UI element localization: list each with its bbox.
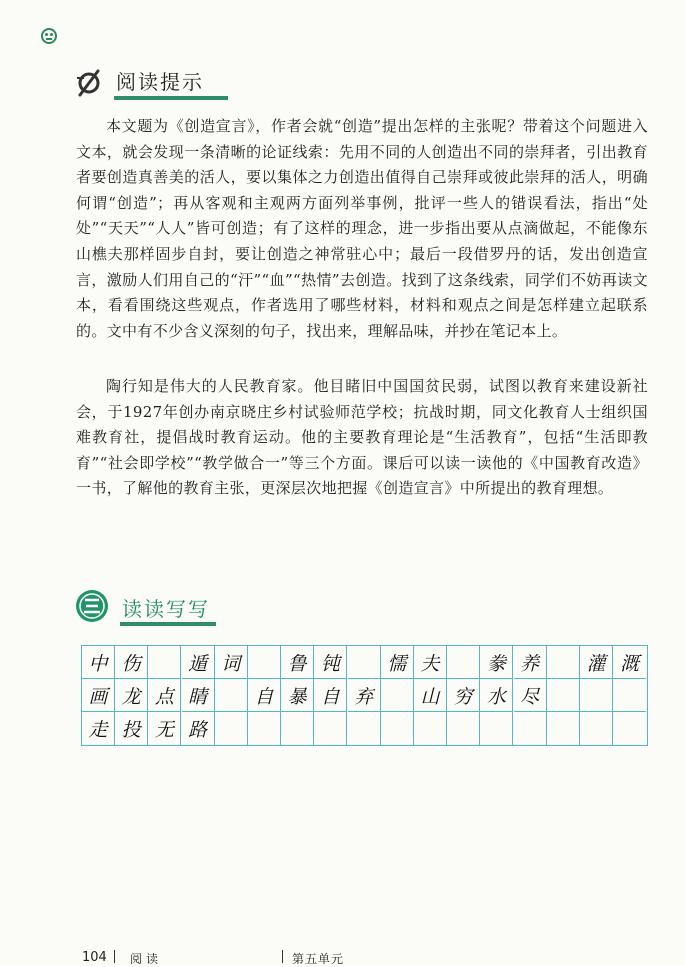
- tip-paragraph-1: 本文题为《创造宣言》，作者会就“创造”提出怎样的主张呢？带着这个问题进入文本，就会发现一条清晰的论证线索：先用不同的人创造出不同的崇拜者，引出教育者要创造真善美的活人，要以集体之力创造出值得自己崇拜或彼此崇拜的活人，明确何谓“创造”；再从客观和主观两方面列举事例，批评一些人的错误看法，指出“处处”“天天”“人人”皆可创造；有了这样的理念，进一步指出要从点滴做起，不能像东山樵夫那样固步自封，要让创造之神常驻心中；最后一段借罗丹的话，发出创造宣言，激励人们用自己的“汗”“血”“热情”去创造。找到了这条线索，同学们不妨再读文本，看看围绕这些观点，作者选用了哪些材料，材料和观点之间是怎样建立起联系的。文中有不少含义深刻的句子，找出来，理解品味，并抄在笔记本上。: [76, 117, 648, 340]
- grid-cell: [447, 712, 480, 745]
- grid-cell: 词: [215, 646, 248, 679]
- grid-cell: 豢: [480, 646, 513, 679]
- read-write-title: 读读写写: [122, 597, 210, 621]
- grid-cell: 画: [82, 679, 115, 712]
- grid-row: [82, 646, 647, 679]
- grid-cell: 中: [82, 646, 115, 679]
- grid-cell: [613, 679, 646, 712]
- grid-cell: 水: [480, 679, 513, 712]
- grid-cell: [547, 712, 580, 745]
- grid-cell: [447, 646, 480, 679]
- grid-cell: 夫: [414, 646, 447, 679]
- grid-cell: [580, 712, 613, 745]
- grid-cell: 自: [248, 679, 281, 712]
- reading-tip-underline: [114, 96, 228, 100]
- reading-tip-title: 阅读提示: [116, 70, 204, 94]
- grid-cell: 穷: [447, 679, 480, 712]
- grid-cell: [348, 712, 381, 745]
- grid-row: [82, 712, 647, 745]
- grid-cell: 灌: [580, 646, 613, 679]
- grid-cell: 尽: [514, 679, 547, 712]
- footer-divider: [282, 950, 283, 963]
- grid-cell: 睛: [182, 679, 215, 712]
- tip-paragraph-2: 陶行知是伟大的人民教育家。他目睹旧中国国贫民弱，试图以教育来建设新社会，于1927年创办南京晓庄乡村试验师范学校；抗战时期，同文化教育人士组织国难教育社，提倡战时教育运动。他的主要教育理论是“生活教育”，包括“生活即教育”“社会即学校”“教学做合一”等三个方面。课后可以读一读他的《中国教育改造》一书，了解他的教育主张，更深层次地把握《创造宣言》中所提出的教育理想。: [76, 377, 648, 498]
- grid-cell: 暴: [281, 679, 314, 712]
- read-write-underline: [120, 622, 216, 626]
- grid-cell: 养: [514, 646, 547, 679]
- grid-cell: 弃: [348, 679, 381, 712]
- grid-cell: 路: [182, 712, 215, 745]
- section-name: 阅读: [130, 952, 163, 966]
- grid-cell: [514, 712, 547, 745]
- three-lines-icon: [76, 590, 108, 622]
- grid-cell: 懦: [381, 646, 414, 679]
- grid-cell: [248, 646, 281, 679]
- grid-cell: [381, 712, 414, 745]
- grid-cell: [414, 712, 447, 745]
- grid-cell: [580, 679, 613, 712]
- grid-cell: 钝: [314, 646, 347, 679]
- grid-cell: 鲁: [281, 646, 314, 679]
- footer-divider: [114, 950, 115, 963]
- grid-cell: [314, 712, 347, 745]
- page-footer: [0, 946, 685, 965]
- grid-cell: [547, 679, 580, 712]
- grid-cell: 投: [115, 712, 148, 745]
- grid-cell: 走: [82, 712, 115, 745]
- grid-cell: 龙: [115, 679, 148, 712]
- grid-cell: 溉: [613, 646, 646, 679]
- grid-cell: [480, 712, 513, 745]
- unit-name: 第五单元: [292, 952, 345, 966]
- grid-cell: [215, 712, 248, 745]
- grid-cell: 无: [148, 712, 181, 745]
- grid-cell: [381, 679, 414, 712]
- grid-cell: 遁: [182, 646, 215, 679]
- grid-cell: 伤: [115, 646, 148, 679]
- page-number: 104: [82, 950, 107, 965]
- grid-cell: [613, 712, 646, 745]
- grid-cell: [148, 646, 181, 679]
- grid-cell: 点: [148, 679, 181, 712]
- grid-cell: 山: [414, 679, 447, 712]
- smiley-icon: [41, 28, 57, 44]
- grid-cell: [547, 646, 580, 679]
- reading-tip-icon: [74, 68, 104, 98]
- grid-cell: [348, 646, 381, 679]
- vocabulary-grid: [81, 645, 648, 746]
- grid-cell: [215, 679, 248, 712]
- grid-cell: [248, 712, 281, 745]
- grid-cell: [281, 712, 314, 745]
- grid-cell: 自: [314, 679, 347, 712]
- grid-row: [82, 679, 647, 712]
